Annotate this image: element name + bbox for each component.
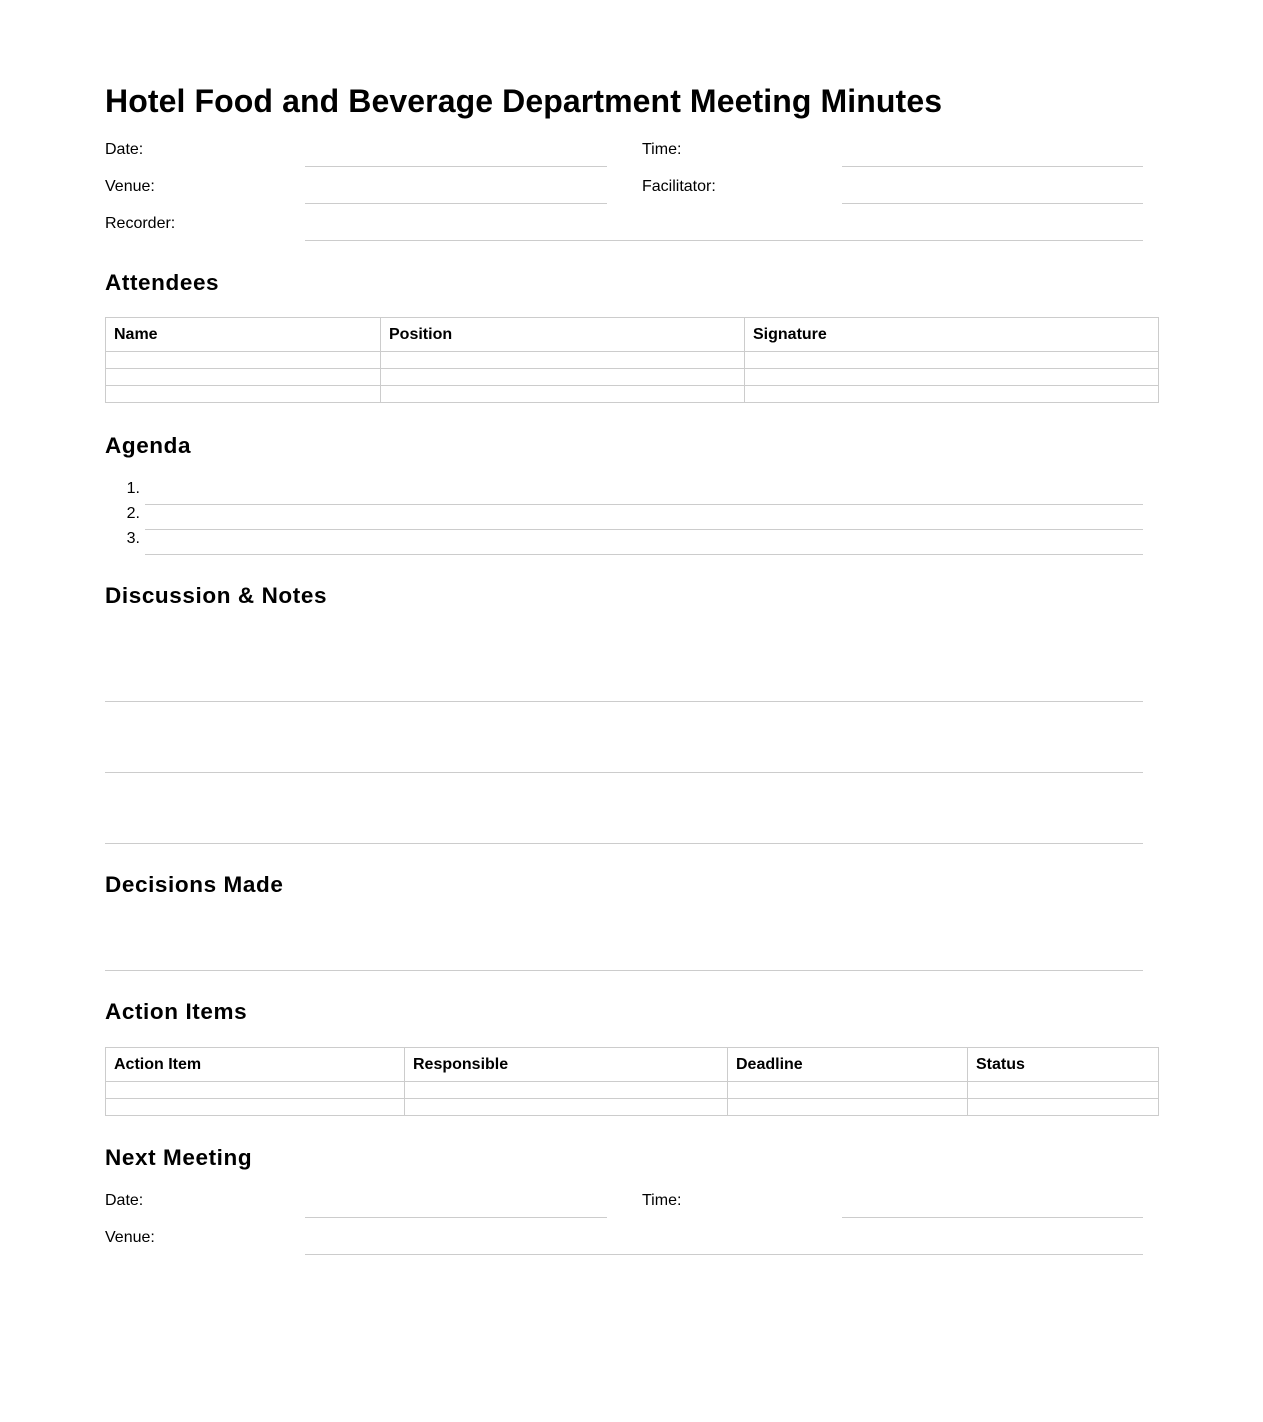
discussion-heading: Discussion & Notes xyxy=(105,583,328,608)
attendee-signature-cell[interactable] xyxy=(745,352,1159,369)
document-title: Hotel Food and Beverage Department Meeting Minutes xyxy=(105,83,943,119)
action-item-cell[interactable] xyxy=(106,1099,405,1116)
table-row xyxy=(106,352,1159,369)
deadline-cell[interactable] xyxy=(728,1082,968,1099)
time-field[interactable] xyxy=(842,166,1143,167)
action-item-cell[interactable] xyxy=(106,1082,405,1099)
agenda-number: 1. xyxy=(126,480,140,497)
column-header-responsible: Responsible xyxy=(405,1048,728,1082)
time-label: Time: xyxy=(642,141,682,158)
column-header-action-item: Action Item xyxy=(106,1048,405,1082)
venue-label: Venue: xyxy=(105,178,155,195)
venue-field[interactable] xyxy=(305,203,607,204)
next-time-label: Time: xyxy=(642,1192,682,1209)
action-items-header-row xyxy=(106,1048,1159,1082)
action-items-heading: Action Items xyxy=(105,999,248,1024)
attendee-signature-cell[interactable] xyxy=(745,369,1159,386)
next-meeting-heading: Next Meeting xyxy=(105,1145,253,1170)
column-header-deadline: Deadline xyxy=(728,1048,968,1082)
discussion-line[interactable] xyxy=(105,843,1143,844)
agenda-item-field[interactable] xyxy=(145,554,1143,555)
responsible-cell[interactable] xyxy=(405,1099,728,1116)
table-row xyxy=(106,386,1159,403)
attendees-header-row xyxy=(106,318,1159,352)
table-row xyxy=(106,1099,1159,1116)
date-label: Date: xyxy=(105,141,144,158)
attendee-name-cell[interactable] xyxy=(106,369,381,386)
column-header-status: Status xyxy=(968,1048,1159,1082)
agenda-number: 2. xyxy=(126,505,140,522)
date-field[interactable] xyxy=(305,166,607,167)
status-cell[interactable] xyxy=(968,1099,1159,1116)
next-venue-label: Venue: xyxy=(105,1229,155,1246)
attendee-position-cell[interactable] xyxy=(381,352,745,369)
attendee-signature-cell[interactable] xyxy=(745,386,1159,403)
next-venue-field[interactable] xyxy=(305,1254,1143,1255)
next-date-field[interactable] xyxy=(305,1217,607,1218)
column-header-position: Position xyxy=(381,318,745,352)
attendee-position-cell[interactable] xyxy=(381,386,745,403)
attendee-name-cell[interactable] xyxy=(106,352,381,369)
discussion-line[interactable] xyxy=(105,772,1143,773)
facilitator-label: Facilitator: xyxy=(642,178,716,195)
agenda-item-field[interactable] xyxy=(145,529,1143,530)
agenda-number: 3. xyxy=(126,530,140,547)
column-header-name: Name xyxy=(106,318,381,352)
agenda-item-field[interactable] xyxy=(145,504,1143,505)
attendee-position-cell[interactable] xyxy=(381,369,745,386)
status-cell[interactable] xyxy=(968,1082,1159,1099)
table-row xyxy=(106,369,1159,386)
decisions-line[interactable] xyxy=(105,970,1143,971)
attendees-table xyxy=(105,317,1159,403)
discussion-line[interactable] xyxy=(105,701,1143,702)
recorder-label: Recorder: xyxy=(105,215,176,232)
next-date-label: Date: xyxy=(105,1192,144,1209)
deadline-cell[interactable] xyxy=(728,1099,968,1116)
decisions-heading: Decisions Made xyxy=(105,872,284,897)
facilitator-field[interactable] xyxy=(842,203,1143,204)
column-header-signature: Signature xyxy=(745,318,1159,352)
next-time-field[interactable] xyxy=(842,1217,1143,1218)
attendee-name-cell[interactable] xyxy=(106,386,381,403)
action-items-table xyxy=(105,1047,1159,1116)
table-row xyxy=(106,1082,1159,1099)
agenda-heading: Agenda xyxy=(105,433,192,458)
recorder-field[interactable] xyxy=(305,240,1143,241)
responsible-cell[interactable] xyxy=(405,1082,728,1099)
attendees-heading: Attendees xyxy=(105,270,220,295)
